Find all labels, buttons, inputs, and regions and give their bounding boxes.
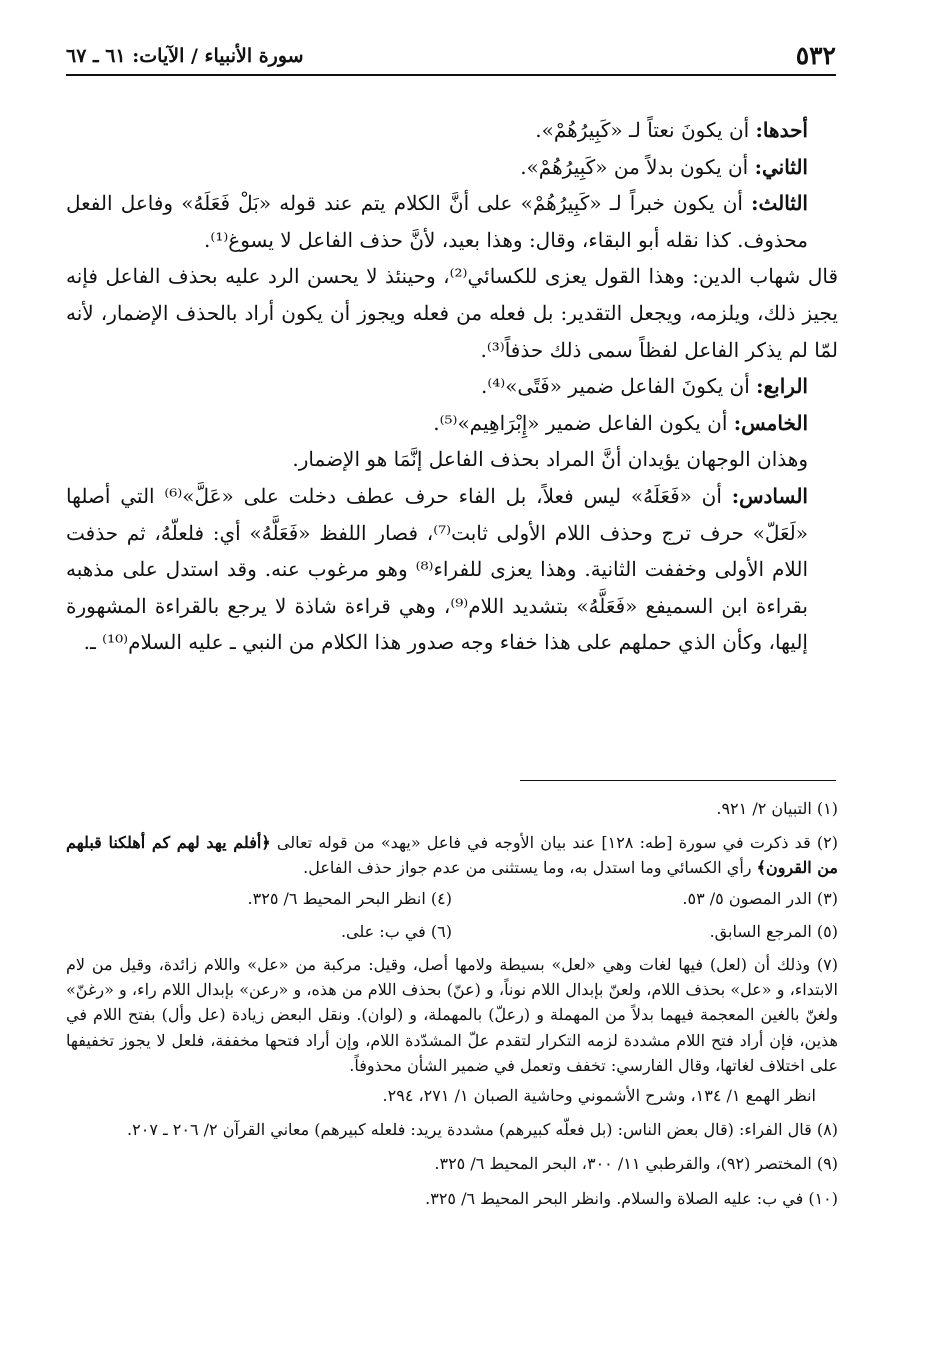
paragraph-sixth (66, 478, 838, 661)
footnote-8: (٨) قال الفراء: (قال بعض الناس: (بل فعلّه كبيرهم) مشددة يريد: فلعله كبيرهم) معاني القرآن ٢/ ٢٠٦ ـ ٢٠٧. (127, 1120, 838, 1140)
paragraph-first (66, 112, 838, 149)
main-text (66, 112, 838, 661)
paragraph-text: أن يكونَ الفاعل ضمير «فَتًى»⁽⁴⁾. (480, 374, 757, 399)
paragraph-text: أن يكون بدلاً من «كَبِيرُهُمْ». (520, 154, 755, 179)
paragraph-lead: الرابع: (756, 374, 808, 399)
paragraph-text: أن يكون الفاعل ضمير «إِبْرَاهِيم»⁽⁵⁾. (433, 410, 734, 435)
paragraph-text: قال شهاب الدين: وهذا القول يعزى للكسائي⁽²⁾، وحينئذ لا يحسن الرد عليه بحذف الفاعل فإنه يجيز ذلك، ويلزمه، ويجعل التقدير: بل فعله من فعله ويجوز أن يكون أراد بالحذف الإضمار، لأنه لمّا لم يذكر الفاعل لفظاً سمى ذلك حذفاً⁽³⁾. (66, 264, 839, 362)
paragraph-lead: الثالث: (751, 191, 808, 216)
footnote-3: (٣) الدر المصون ٥/ ٥٣. (682, 888, 838, 908)
quran-quote: ﴿أفلم يهد لهم كم أهلكنا قبلهم من القرون﴾ (66, 833, 838, 878)
footnote-7-sources: انظر الهمع ١/ ١٣٤، وشرح الأشموني وحاشية الصبان ١/ ٢٧١، ٢٩٤. (382, 1086, 816, 1106)
paragraph-text: أن يكونَ نعتاً لـ «كَبِيرُهُمْ». (535, 118, 756, 142)
footnote-separator (520, 780, 836, 781)
paragraph-fourth (66, 368, 838, 405)
footnote-2 (66, 830, 838, 880)
footnote-10: (١٠) في ب: عليه الصلاة والسلام. وانظر البحر المحيط ٦/ ٣٢٥. (425, 1188, 838, 1208)
footnote-5: (٥) المرجع السابق. (709, 921, 838, 941)
footnote-1: (١) التبيان ٢/ ٩٢١. (716, 799, 838, 818)
paragraph-third (66, 185, 838, 258)
paragraph-text: أن «فَعَلَهُ» ليس فعلاً، بل الفاء حرف عطف دخلت على «عَلَّ»⁽⁶⁾ التي أصلها «لَعَلّ» حرف ترج وحذف اللام الأولى ثابت⁽⁷⁾، فصار اللفظ «فَعَلَّهُ» أي: فلعلّهُ، ثم حذفت اللام الأولى وخففت الثانية. وهذا يعزى للفراء⁽⁸⁾ وهو مرغوب عنه. وقد استدل على مذهبه بقراءة ابن السميفع «فَعَلَّهُ» بتشديد اللام⁽⁹⁾، وهي قراءة شاذة لا يرجع بالقراءة المشهورة إليها، وكأن الذي حملهم على هذا خفاء وجه صدور هذا الكلام من النبي ـ عليه السلام⁽¹⁰⁾ ـ. (66, 483, 808, 655)
footnote-4: (٤) انظر البحر المحيط ٦/ ٣٢٥. (247, 888, 452, 908)
footnotes (66, 796, 838, 1220)
page-number: ٥٣٢ (795, 41, 836, 70)
paragraph-second (66, 149, 838, 186)
footnote-row-3-4 (66, 886, 838, 911)
footnote-text: (٢) قد ذكرت في سورة [طه: ١٢٨] عند بيان الأوجه في فاعل «يهد» من قوله تعالى (270, 833, 838, 853)
paragraph-shihab (66, 258, 838, 368)
paragraph-text: أن يكون خبراً لـ «كَبِيرُهُمْ» على أنَّ الكلام يتم عند قوله «بَلْ فَعَلَهُ» وفاعل الفعل محذوف. كذا نقله أبو البقاء، وقال: وهذا بعيد، لأنَّ حذف الفاعل لا يسوغ⁽¹⁾. (66, 191, 808, 252)
footnote-7: (٧) وذلك أن (لعل) فيها لغات وهي «لعل» بسيطة ولامها أصل، وقيل: مركبة من «عل» واللام زائدة، وقيل من لام الابتداء، و «عل» بحذف اللام، ولعنّ بإبدال اللام نوناً، و (عنّ) بحذف اللام من هذه، و «رعن» بإبدال اللام راء، و «رغنّ» ولغنّ بالغين المعجمة فيهما بدلاً من المهملة و (رعلّ) بالمهملة، و (لوان). ونقل البعض زيادة (عل وأل) بفتح اللام في هذين، فإن أراد فتح اللام مشددة لزمه التكرار لتقدم علّ المشدّدة اللام، وإن أراد فتحها مخففة، فلعل لا يجوز تخفيفها على اختلاف لغاتها، وقال الفارسي: تخفف وتعمل في ضمير الشأن محذوفاً. (66, 955, 838, 1075)
paragraph-lead: أحدها: (755, 118, 808, 142)
footnote-row-5-6 (66, 919, 838, 944)
running-title: سورة الأنبياء / الآيات: ٦١ ـ ٦٧ (66, 45, 304, 67)
paragraph-fifth (66, 405, 838, 442)
paragraph-text: وهذان الوجهان يؤيدان أنَّ المراد بحذف الفاعل إنَّمَا هو الإضمار. (292, 447, 808, 472)
paragraph-lead: السادس: (731, 483, 808, 508)
paragraph-two-views (66, 441, 838, 478)
footnote-9: (٩) المختصر (٩٢)، والقرطبي ١١/ ٣٠٠، البحر المحيط ٦/ ٣٢٥. (434, 1154, 838, 1174)
paragraph-lead: الخامس: (733, 410, 808, 435)
paragraph-lead: الثاني: (754, 154, 808, 179)
page-header (66, 42, 836, 70)
footnote-6: (٦) في ب: على. (340, 921, 452, 941)
header-rule (66, 74, 836, 76)
footnote-text: رأي الكسائي وما استدل به، وما يستثنى من عدم جواز حذف الفاعل. (303, 858, 757, 878)
